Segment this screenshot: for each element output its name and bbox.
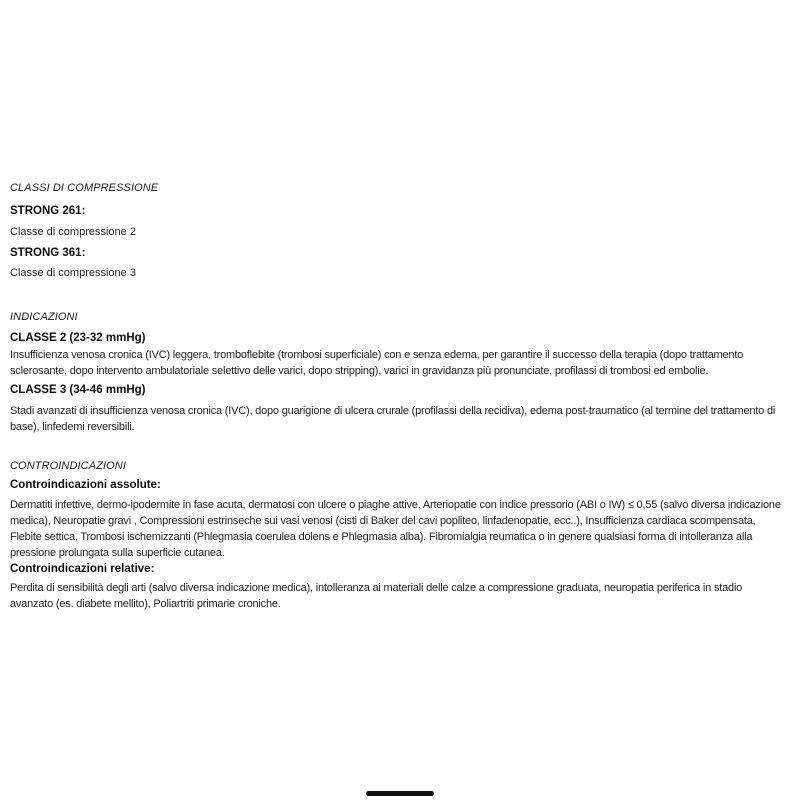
indications-heading: INDICAZIONI [10,311,78,323]
indication-class-3-label: CLASSE 3 (34-46 mmHg) [10,384,146,396]
relative-contraindications-label: Controindicazioni relative: [10,563,155,575]
home-indicator[interactable] [366,791,434,796]
absolute-contraindications-label: Controindicazioni assolute: [10,479,161,491]
absolute-contraindications-text: Dermatiti infettive, dermo-ipodermite in fase acuta, dermatosi con ulcere o piaghe attive. Arteriopatie con indice pressorio (ABI o IW) ≤ 0,55 (salvo diversa indicazione medica), Neuropatie gravi , Compressioni estrinseche sui vasi venosi (cisti di Baker del cavi popliteo, linfadenopatie, ecc..), Insufficienza cardiaca scompensata, Flebite settica, Trombosi ischemizzanti (Phlegmasia coerulea dolens e Phlegmasia alba). Fibromialgia reumatica o in genere qualsiasi forma di intolleranza alla pressione prolungata sulla superficie cutanea. [10,499,781,559]
product-variant-value-strong-361: Classe di compressione 3 [10,267,136,279]
compression-classes-heading: CLASSI DI COMPRESSIONE [10,182,159,194]
indication-class-2-text: Insufficienza venosa cronica (IVC) leggera, tromboflebite (trombosi superficiale) con e senza edema, per garantire il successo della terapia (dopo trattamento sclerosante, dopo intervento ambulatoriale selettivo delle varici, dopo stripping), varici in gravidanza più pronunciate, profilassi di trombosi ed embolie. [10,349,744,377]
contraindications-heading: CONTROINDICAZIONI [10,460,126,472]
section-indications [10,310,786,435]
product-variant-label-strong-261: STRONG 261: [10,205,86,217]
indication-class-2-label: CLASSE 2 (23-32 mmHg) [10,332,146,344]
section-compression-classes [10,181,786,280]
indication-class-3-text: Stadi avanzati di insufficienza venosa cronica (IVC), dopo guarigione di ulcera crurale (profilassi della recidiva), edema post-traumatico (al termine del trattamento di base), linfedemi reversibili. [10,405,776,433]
product-variant-label-strong-361: STRONG 361: [10,247,86,259]
section-contraindications [10,459,786,612]
product-variant-value-strong-261: Classe di compressione 2 [10,226,136,238]
relative-contraindications-text: Perdita di sensibilità degli arti (salvo diversa indicazione medica), intolleranza ai materiali delle calze a compressione graduata, neuropatia periferica in stadio avanzato (es. diabete mellito), Poliartriti primarie croniche. [10,582,743,610]
